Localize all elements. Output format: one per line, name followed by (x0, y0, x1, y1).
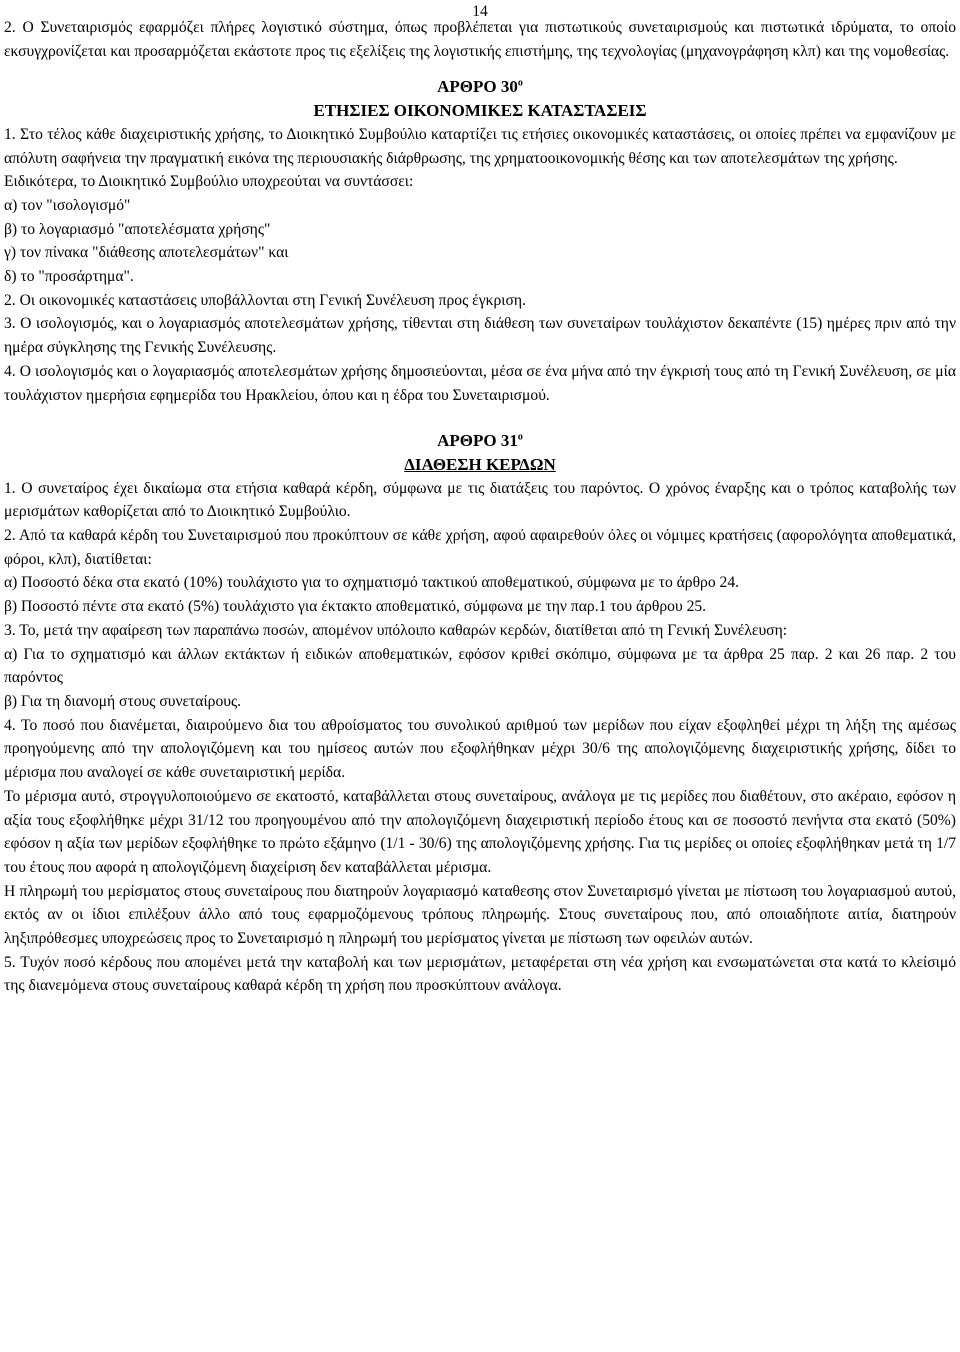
article-30-paragraph: 2. Οι οικονομικές καταστάσεις υποβάλλονται στη Γενική Συνέλευση προς έγκριση. (4, 291, 526, 309)
article-30-list-item: β) το λογαριασμό "αποτελέσματα χρήσης" (4, 220, 271, 238)
article-30-title (4, 75, 956, 99)
article-31-list-item: α) Για το σχηματισμό και άλλων εκτάκτων ή ειδικών αποθεματικών, εφόσον κριθεί σκόπιμο, σύμφωνα με τα άρθρα 25 παρ. 2 και 26 παρ. 2 του παρόντος (4, 645, 956, 687)
article-31-list-item: β) Ποσοστό πέντε στα εκατό (5%) τουλάχιστο για έκτακτο αποθεματικό, σύμφωνα με την παρ.1 του άρθρου 25. (4, 598, 707, 616)
article-30-paragraph: 4. Ο ισολογισμός και ο λογαριασμός αποτελεσμάτων χρήσης δημοσιεύονται, μέσα σε ένα μήνα από την έγκρισή τους από τη Γενική Συνέλευση, σε μία τουλάχιστον ημερήσια εφημερίδα του Ηρακλείου, όπου και η έδρα του Συνεταιρισμού. (4, 362, 956, 404)
article-31-superscript: ο (517, 431, 523, 443)
article-31-paragraph: 3. Το, μετά την αφαίρεση των παραπάνω ποσών, απομένον υπόλοιπο καθαρών κερδών, διατίθεται από τη Γενική Συνέλευση: (4, 621, 788, 639)
article-31-list-item: α) Ποσοστό δέκα στα εκατό (10%) τουλάχιστο για το σχηματισμό τακτικού αποθεματικού, σύμφωνα με το άρθρο 24. (4, 574, 740, 592)
article-31-paragraph: 2. Από τα καθαρά κέρδη του Συνεταιρισμού που προκύπτουν σε κάθε χρήση, αφού αφαιρεθούν όλες οι νόμιμες κρατήσεις (αφορολόγητα αποθεματικά, φόροι, κλπ), διατίθεται: (4, 527, 956, 568)
article-31-subtitle-text: ΔΙΑΘΕΣΗ ΚΕΡΔΩΝ (404, 454, 556, 474)
article-31-paragraph: 1. Ο συνεταίρος έχει δικαίωμα στα ετήσια καθαρά κέρδη, σύμφωνα με τις διατάξεις του παρόντος. Ο χρόνος έναρξης και ο τρόπος καταβολής των μερισμάτων καθορίζεται από το Διοικητικό Συμβούλιο. (4, 479, 956, 521)
article-30-paragraph: Ειδικότερα, το Διοικητικό Συμβούλιο υποχρεούται να συντάσσει: (4, 173, 414, 191)
article-30-superscript: ο (517, 77, 523, 89)
intro-paragraph: 2. Ο Συνεταιρισμός εφαρμόζει πλήρες λογιστικό σύστημα, όπως προβλέπεται για πιστωτικούς συνεταιρισμούς και πιστωτικά ιδρύματα, το οποίο εκσυγχρονίζεται και προσαρμόζεται εκάστοτε προς τις εξελίξεις της λογιστικής επιστήμης, της τεχνολογίας (μηχανογράφηση κλπ) και της νομοθεσίας. (4, 19, 956, 60)
article-31-paragraph: Το μέρισμα αυτό, στρογγυλοποιούμενο σε εκατοστό, καταβάλλεται στους συνεταίρους, ανάλογα με τις μερίδες που διαθέτουν, στο ακέραιο, εφόσον η αξία τους εξοφλήθηκε μέχρι 31/12 του προηγουμένου από την απολογιζόμενη διαχειριστική περίοδο έτους και σε ποσοστό πενήντα στα εκατό (50%) εφόσον η αξία των μερίδων εξοφλήθηκε το πρώτο εξάμηνο (1/1 - 30/6) της απολογιζόμενης χρήσης. Για τις μερίδες οι οποίες εξοφλήθηκαν μετά τη 1/7 του έτους που αφορά η απολογιζόμενη διαχείριση δεν καταβάλλεται μέρισμα. (4, 787, 956, 876)
article-31-paragraph: Η πληρωμή του μερίσματος στους συνεταίρους που διατηρούν λογαριασμό καταθεσης στον Συνεταιρισμό γίνεται με πίστωση του λογαριασμού αυτού, εκτός αν οι ίδιοι επιλέξουν άλλο από τους εφαρμοζόμενους τρόπους πληρωμής. Στους συνεταίρους που, από οποιαδήποτε αιτία, διατηρούν ληξιπρόθεσμες υποχρεώσεις προς το Συνεταιρισμό η πληρωμή του μερίσματος γίνεται με πίστωση των οφειλών αυτών. (4, 882, 956, 948)
article-30-list-item: α) τον "ισολογισμό" (4, 196, 131, 214)
page-number: 14 (472, 3, 488, 20)
article-31-title-text: ΑΡΘΡΟ 31 (437, 431, 518, 451)
article-30-title-text: ΑΡΘΡΟ 30 (437, 77, 518, 97)
article-31-paragraph: 5. Τυχόν ποσό κέρδους που απομένει μετά την καταβολή και των μερισμάτων, μεταφέρεται στη νέα χρήση και ενσωματώνεται στα κατά το κλείσιμό της διανεμόμενα στους συνεταίρους καθαρά κέρδη τη χρήση που προσκύπτουν ανάλογα. (4, 953, 956, 995)
article-31-paragraph: 4. Το ποσό που διανέμεται, διαιρούμενο δια του αθροίσματος του συνολικού αριθμού των μερίδων που είχαν εξοφληθεί μέχρι τη λήξη της αμέσως προηγούμενης από την απολογιζόμενη και του ημίσεος αυτών που εξοφλήθηκαν μέχρι 30/6 της απολογιζόμενης διαχειριστικής χρήσης, δίδει το μέρισμα που αναλογεί σε κάθε συνεταιριστική μερίδα. (4, 716, 956, 782)
article-31-subtitle (4, 453, 956, 477)
article-30-paragraph: 1. Στο τέλος κάθε διαχειριστικής χρήσης, το Διοικητικό Συμβούλιο καταρτίζει τις ετήσιες οικονομικές καταστάσεις, οι οποίες πρέπει να εμφανίζουν με απόλυτη σαφήνεια την πραγματική εικόνα της περιουσιακής διάρθρωσης, της χρηματοοικονομικής θέσης και των αποτελεσμάτων της χρήσης. (4, 125, 956, 167)
article-30-paragraph: 3. Ο ισολογισμός, και ο λογαριασμός αποτελεσμάτων χρήσης, τίθενται στη διάθεση των συνεταίρων τουλάχιστον δεκαπέντε (15) ημέρες πριν από την ημέρα σύγκλησης της Γενικής Συνέλευσης. (4, 315, 956, 357)
article-30-list-item: γ) τον πίνακα "διάθεσης αποτελεσμάτων" και (4, 244, 289, 262)
article-31-title (4, 429, 956, 453)
article-31-list-item: β) Για τη διανομή στους συνεταίρους. (4, 692, 242, 710)
article-30-list-item: δ) το "προσάρτημα". (4, 268, 134, 286)
article-30-subtitle: ΕΤΗΣΙΕΣ ΟΙΚΟΝΟΜΙΚΕΣ ΚΑΤΑΣΤΑΣΕΙΣ (313, 101, 647, 121)
page-content (4, 16, 956, 998)
